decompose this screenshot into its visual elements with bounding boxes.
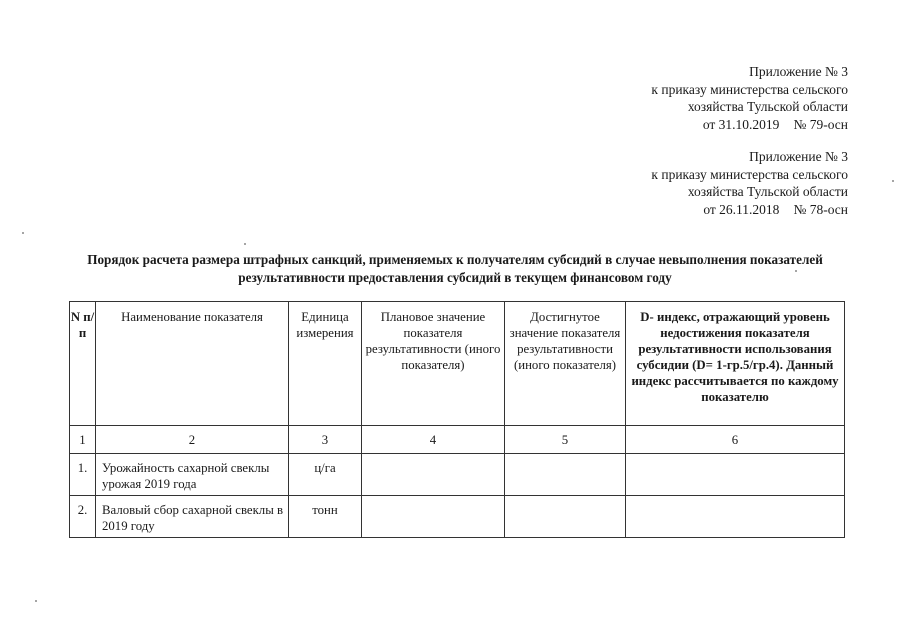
header-achieved-value: Достигнутое значение показателя результативности (иного показателя) [505,302,626,426]
appendix-heading: Приложение № 3 [749,64,848,79]
table-row [70,496,845,538]
scan-speck [892,180,894,182]
header-number: N п/п [70,302,96,426]
appendix-date-line [651,201,848,219]
penalty-table [69,301,845,538]
header-d-index: D- индекс, отражающий уровень недостижения показателя результативности использования субсидии (D= 1-гр.5/гр.4). Данный индекс рассчитывается по каждому показателю [626,302,845,426]
indicator-name: Валовый сбор сахарной свеклы в 2019 году [96,496,289,538]
header-indicator-name: Наименование показателя [96,302,289,426]
indicator-unit: тонн [289,496,362,538]
appendix-date-line [651,116,848,134]
d-index-cell [626,496,845,538]
planned-value-cell [362,496,505,538]
appendix-heading: Приложение № 3 [749,149,848,164]
appendix-order-line: к приказу министерства сельского [651,166,848,182]
achieved-value-cell [505,454,626,496]
scan-speck [22,232,24,234]
row-number: 1. [70,454,96,496]
row-number: 2. [70,496,96,538]
appendix-ministry-line: хозяйства Тульской области [687,99,848,114]
column-number: 6 [626,426,845,454]
document-title [60,251,850,287]
column-number: 1 [70,426,96,454]
column-number: 3 [289,426,362,454]
indicator-unit: ц/га [289,454,362,496]
table-row [70,454,845,496]
d-index-cell [626,454,845,496]
title-line-2: результативности предоставления субсидий в текущем финансовом году [238,270,672,285]
scan-speck [244,243,246,245]
appendix-order-line: к приказу министерства сельского [651,81,848,97]
appendix-block-1 [651,63,848,133]
header-planned-value: Плановое значение показателя результативности (иного показателя) [362,302,505,426]
appendix-block-2 [651,148,848,218]
appendix-ministry-line: хозяйства Тульской области [687,184,848,199]
column-number-row [70,426,845,454]
table-header-row [70,302,845,426]
order-number: № 79-осн [793,116,848,132]
indicator-name: Урожайность сахарной свеклы урожая 2019 года [96,454,289,496]
title-line-1: Порядок расчета размера штрафных санкций, применяемых к получателям субсидий в случае невыполнения показателей [87,252,823,267]
header-unit: Единица измерения [289,302,362,426]
column-number: 4 [362,426,505,454]
achieved-value-cell [505,496,626,538]
order-date: от 26.11.2018 [703,201,780,217]
scan-speck [35,600,37,602]
scan-speck [795,270,797,272]
column-number: 2 [96,426,289,454]
order-date: от 31.10.2019 [702,116,780,132]
column-number: 5 [505,426,626,454]
order-number: № 78-осн [793,201,848,217]
planned-value-cell [362,454,505,496]
